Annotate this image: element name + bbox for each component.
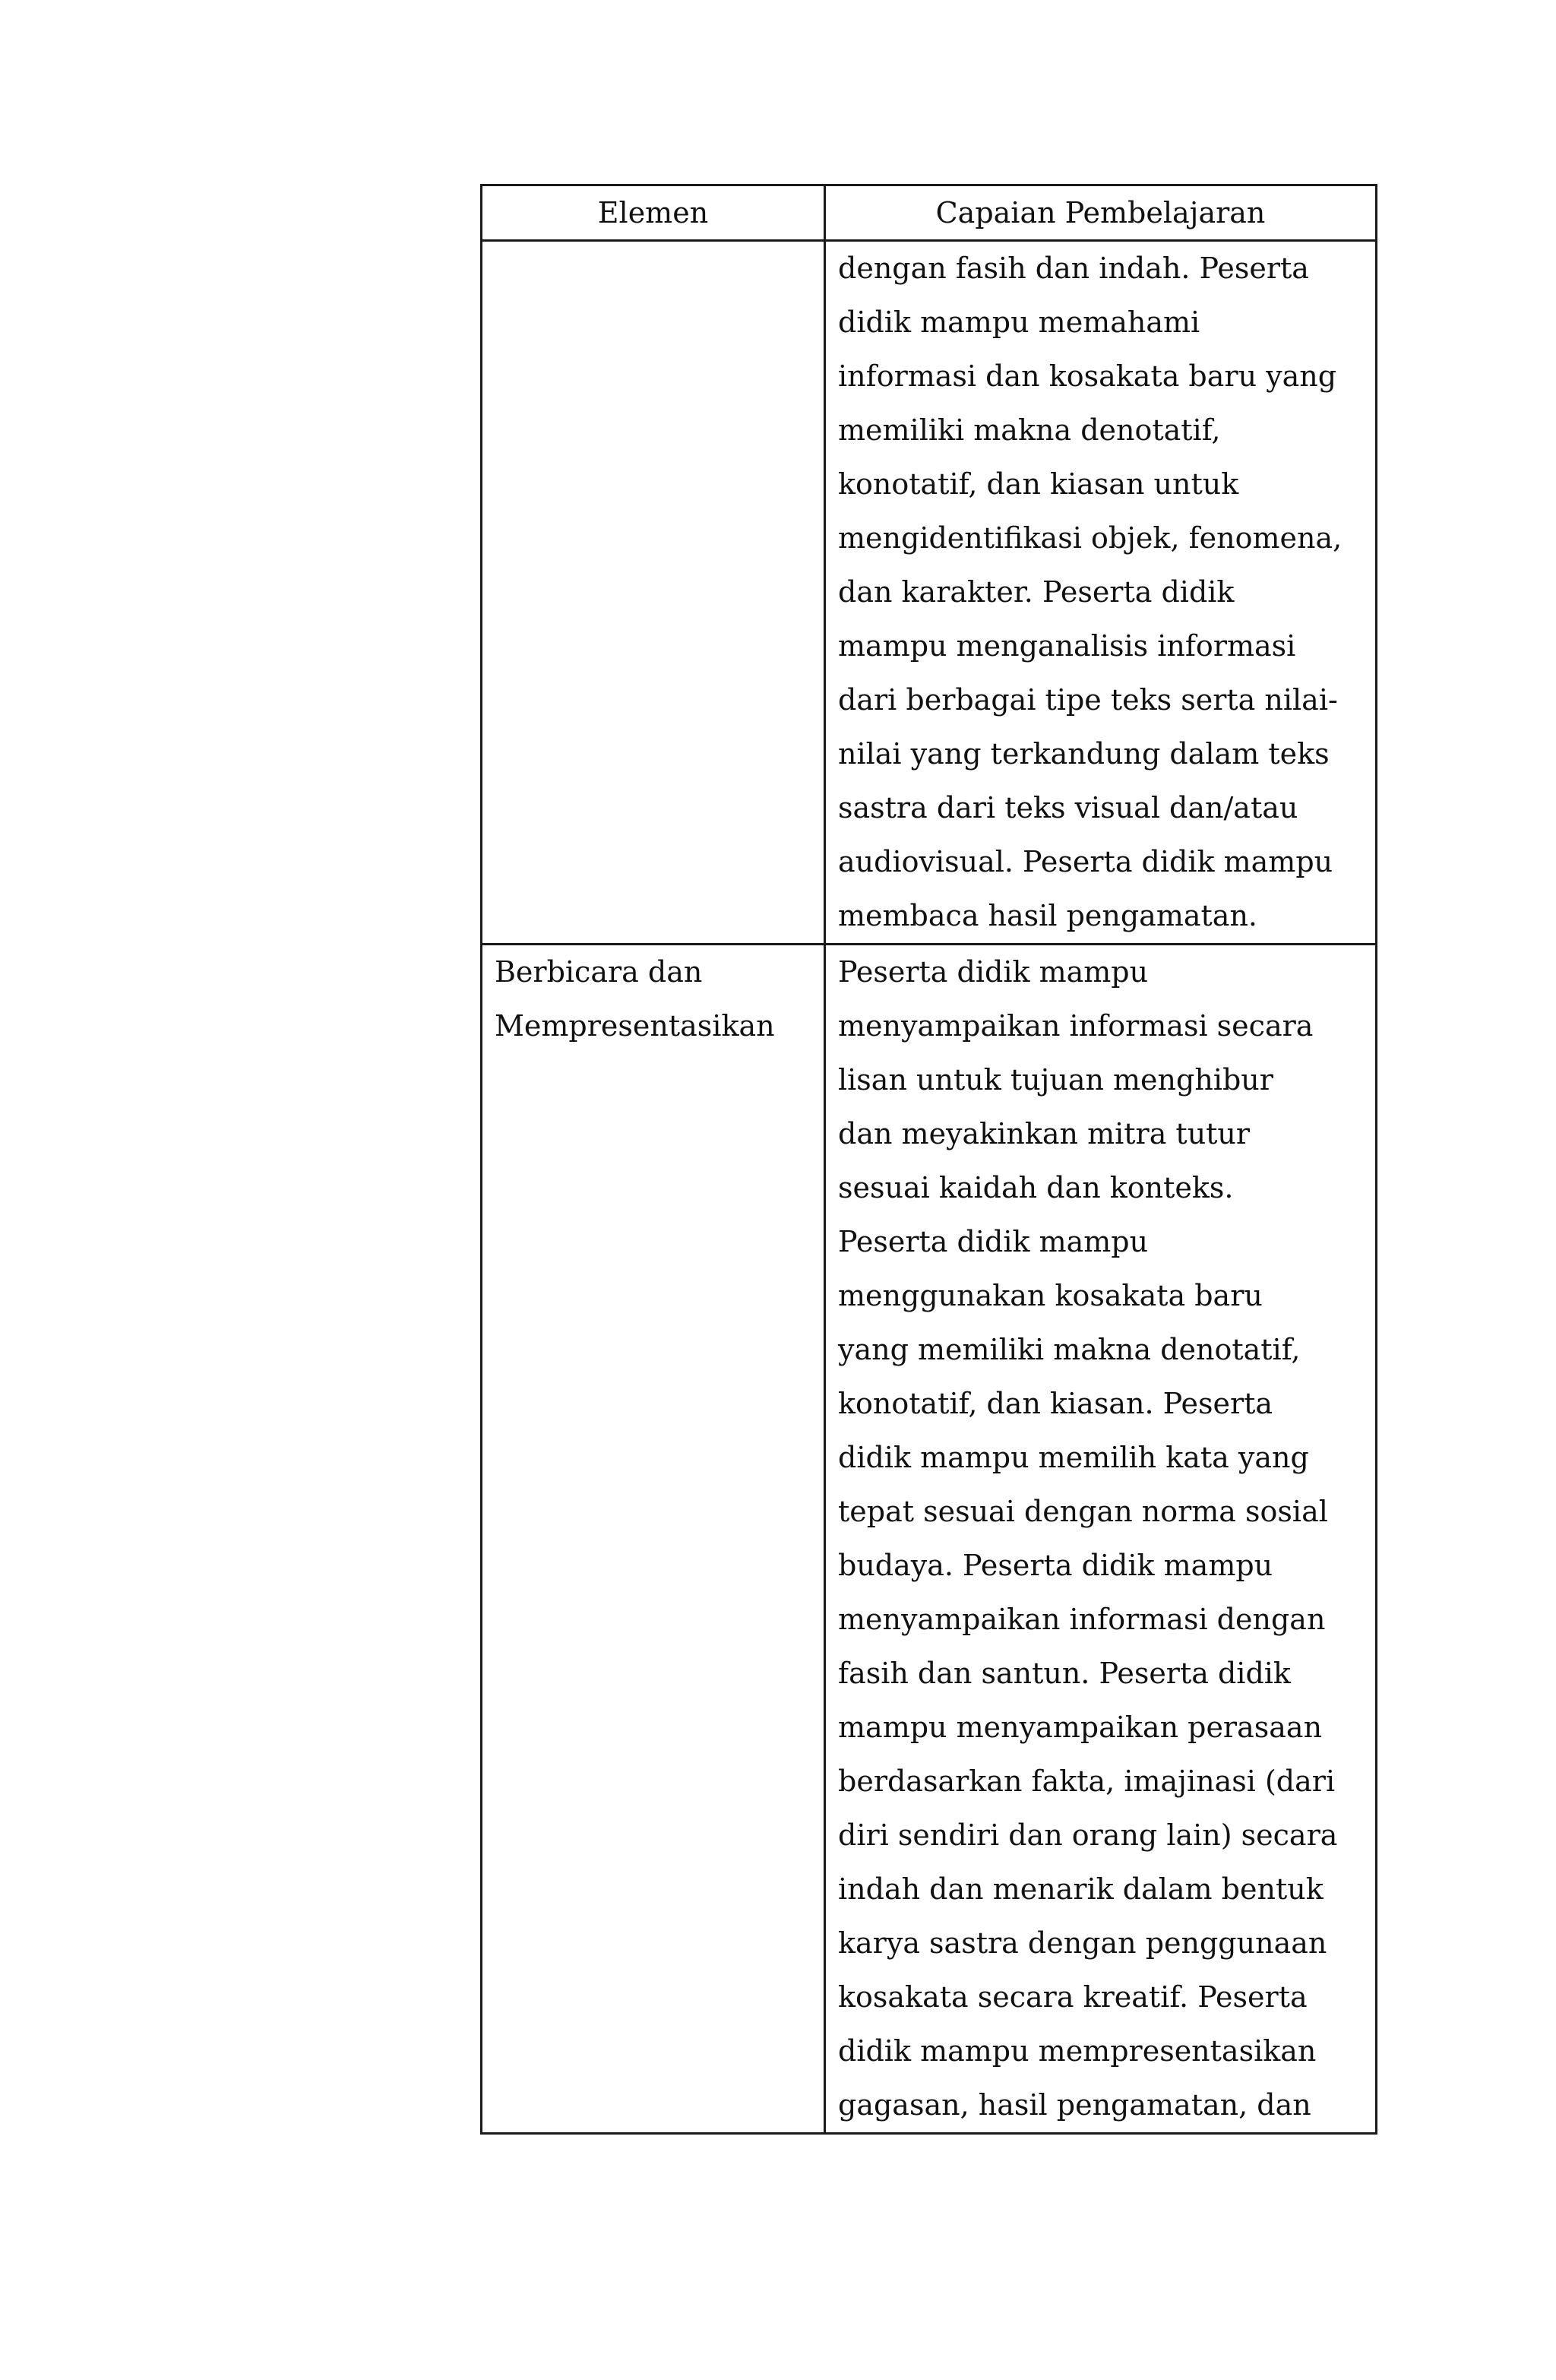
capaian-line: dan meyakinkan mitra tutur	[838, 1117, 1251, 1150]
capaian-line: Peserta didik mampu	[838, 955, 1149, 989]
capaian-line: dari berbagai tipe teks serta nilai-	[838, 683, 1338, 717]
capaian-line: Peserta didik mampu	[838, 1225, 1149, 1258]
header-capaian-pembelajaran: Capaian Pembelajaran	[825, 185, 1377, 241]
capaian-line: dengan fasih dan indah. Peserta	[838, 252, 1309, 285]
capaian-line: yang memiliki makna denotatif,	[838, 1333, 1301, 1366]
capaian-line: sastra dari teks visual dan/atau	[838, 791, 1298, 824]
capaian-line: menggunakan kosakata baru	[838, 1279, 1263, 1312]
capaian-line: karya sastra dengan penggunaan	[838, 1926, 1327, 1960]
capaian-line: mampu menyampaikan perasaan	[838, 1711, 1323, 1744]
capaian-line: diri sendiri dan orang lain) secara	[838, 1818, 1338, 1852]
capaian-line: kosakata secara kreatif. Peserta	[838, 1980, 1308, 2014]
capaian-line: sesuai kaidah dan konteks.	[838, 1171, 1234, 1204]
capaian-line: mengidentifikasi objek, fenomena,	[838, 521, 1343, 555]
capaian-line: berdasarkan fakta, imajinasi (dari	[838, 1764, 1336, 1798]
capaian-pembelajaran-table	[480, 184, 1377, 2135]
capaian-line: menyampaikan informasi secara	[838, 1009, 1314, 1043]
capaian-line: budaya. Peserta didik mampu	[838, 1549, 1273, 1582]
capaian-line: konotatif, dan kiasan. Peserta	[838, 1387, 1273, 1420]
capaian-line: didik mampu mempresentasikan	[838, 2034, 1317, 2068]
header-elemen: Elemen	[482, 185, 825, 241]
capaian-line: audiovisual. Peserta didik mampu	[838, 845, 1333, 878]
elemen-cell	[482, 945, 825, 2134]
elemen-cell	[482, 241, 825, 945]
capaian-line: nilai yang terkandung dalam teks	[838, 737, 1330, 771]
capaian-line: indah dan menarik dalam bentuk	[838, 1872, 1324, 1906]
capaian-line: didik mampu memilih kata yang	[838, 1441, 1309, 1474]
capaian-line: gagasan, hasil pengamatan, dan	[838, 2088, 1311, 2122]
elemen-line: Mempresentasikan	[495, 1009, 775, 1043]
elemen-line: Berbicara dan	[495, 955, 703, 989]
capaian-line: konotatif, dan kiasan untuk	[838, 467, 1239, 501]
capaian-line: dan karakter. Peserta didik	[838, 575, 1235, 609]
table-header-row	[482, 185, 1377, 241]
table-row	[482, 241, 1377, 945]
capaian-line: mampu menganalisis informasi	[838, 629, 1296, 663]
capaian-line: lisan untuk tujuan menghibur	[838, 1063, 1273, 1097]
capaian-cell	[825, 945, 1377, 2134]
capaian-line: membaca hasil pengamatan.	[838, 899, 1258, 932]
capaian-line: informasi dan kosakata baru yang	[838, 359, 1337, 393]
capaian-line: fasih dan santun. Peserta didik	[838, 1657, 1291, 1690]
capaian-line: tepat sesuai dengan norma sosial	[838, 1495, 1328, 1528]
capaian-line: memiliki makna denotatif,	[838, 413, 1221, 447]
table-row	[482, 945, 1377, 2134]
capaian-cell	[825, 241, 1377, 945]
capaian-line: didik mampu memahami	[838, 305, 1200, 339]
capaian-line: menyampaikan informasi dengan	[838, 1603, 1326, 1636]
